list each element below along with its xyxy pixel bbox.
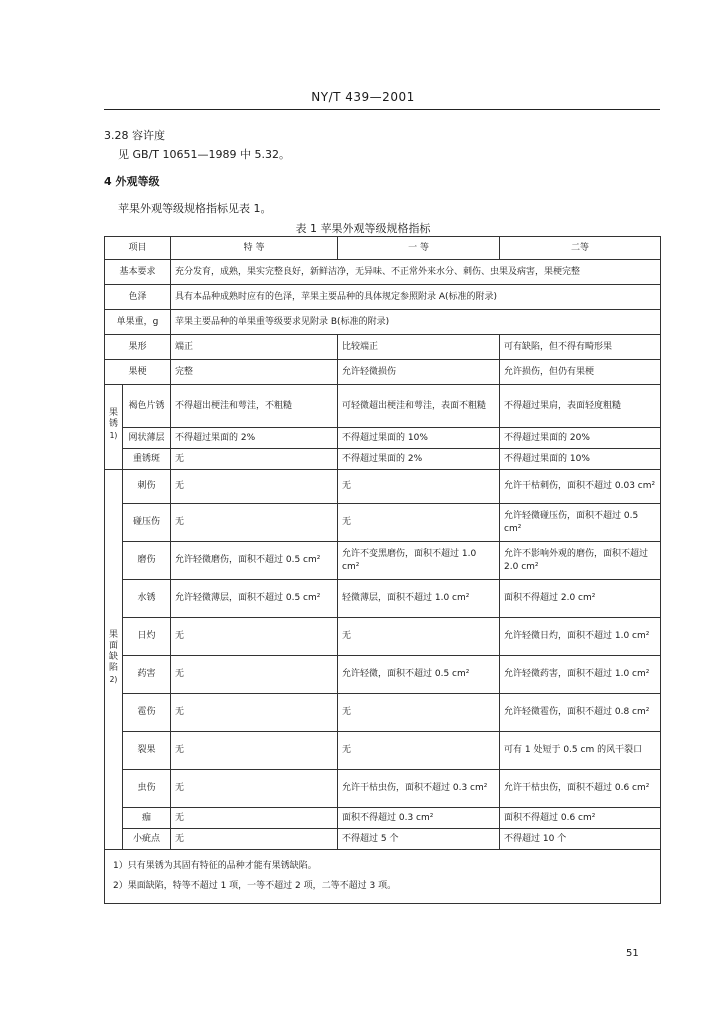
row-label: 虫伤 [123,770,171,808]
cell-second: 允许轻微碰压伤，面积不超过 0.5 cm² [500,504,661,542]
cell-premium: 完整 [171,360,338,385]
cell-second: 面积不得超过 2.0 cm² [500,580,661,618]
cell-first: 可轻微超出梗洼和萼洼，表面不粗糙 [338,385,500,428]
cell-second: 允许不影响外观的磨伤，面积不超过 2.0 cm² [500,542,661,580]
row-label: 药害 [123,656,171,694]
table-row [105,542,661,580]
row-label: 刺伤 [123,470,171,504]
cell-premium: 允许轻微薄层，面积不超过 0.5 cm² [171,580,338,618]
row-label: 重锈斑 [123,449,171,470]
row-value: 具有本品种成熟时应有的色泽，苹果主要品种的具体规定参照附录 A(标准的附录) [171,285,661,310]
cell-second: 不得超过果面的 10% [500,449,661,470]
cell-premium: 无 [171,694,338,732]
table-row [105,260,661,285]
cell-first: 允许不变黑磨伤，面积不超过 1.0 cm² [338,542,500,580]
cell-premium: 无 [171,732,338,770]
cell-second: 面积不得超过 0.6 cm² [500,808,661,829]
table-row [105,656,661,694]
table-row [105,449,661,470]
grade-spec-table [104,236,661,904]
cell-second: 不得超过果面的 20% [500,428,661,449]
header-grade-premium: 特 等 [171,237,338,260]
footnotes-row [105,850,661,904]
row-label: 裂果 [123,732,171,770]
table-row [105,732,661,770]
cell-second: 允许干枯虫伤，面积不超过 0.6 cm² [500,770,661,808]
header-rule [104,109,660,110]
row-label: 痂 [123,808,171,829]
cell-first: 不得超过果面的 10% [338,428,500,449]
row-label: 雹伤 [123,694,171,732]
table-header-row [105,237,661,260]
cell-premium: 无 [171,618,338,656]
cell-premium: 不得超出梗洼和萼洼，不粗糙 [171,385,338,428]
cell-premium: 无 [171,504,338,542]
cell-first: 允许干枯虫伤，面积不超过 0.3 cm² [338,770,500,808]
table-caption: 表 1 苹果外观等级规格指标 [295,222,431,235]
table-row [105,285,661,310]
cell-premium: 无 [171,470,338,504]
cell-first: 面积不得超过 0.3 cm² [338,808,500,829]
table-row [105,694,661,732]
cell-first: 无 [338,618,500,656]
section-4-title: 4 外观等级 [104,175,160,188]
row-label: 果形 [105,335,171,360]
cell-premium: 无 [171,449,338,470]
cell-premium: 端正 [171,335,338,360]
cell-second: 允许损伤，但仍有果梗 [500,360,661,385]
cell-first: 无 [338,504,500,542]
row-value: 充分发育，成熟，果实完整良好，新鲜洁净，无异味、不正常外来水分、刺伤、虫果及病害，果梗完整 [171,260,661,285]
section-3-28-body: 见 GB/T 10651—1989 中 5.32。 [118,148,290,161]
row-label: 水锈 [123,580,171,618]
table-row [105,360,661,385]
cell-premium: 不得超过果面的 2% [171,428,338,449]
row-label: 单果重，g [105,310,171,335]
cell-first: 轻微薄层，面积不超过 1.0 cm² [338,580,500,618]
cell-first: 允许轻微损伤 [338,360,500,385]
cell-first: 比较端正 [338,335,500,360]
cell-first: 无 [338,470,500,504]
table-row [105,385,661,428]
cell-second: 不得超过 10 个 [500,829,661,850]
row-label: 果梗 [105,360,171,385]
row-label: 网状薄层 [123,428,171,449]
footnote-marker: 1) [109,431,118,440]
footnote-2: 2）果面缺陷，特等不超过 1 项，一等不超过 2 项，二等不超过 3 项。 [113,881,397,891]
section-3-28-title: 3.28 容许度 [104,129,165,142]
cell-premium: 无 [171,829,338,850]
cell-second: 允许轻微日灼，面积不超过 1.0 cm² [500,618,661,656]
cell-first: 允许轻微，面积不超过 0.5 cm² [338,656,500,694]
row-value: 苹果主要品种的单果重等级要求见附录 B(标准的附录) [171,310,661,335]
table-row [105,808,661,829]
cell-premium: 无 [171,808,338,829]
cell-second: 可有缺陷，但不得有畸形果 [500,335,661,360]
group-label-russet [105,385,123,470]
table-row [105,310,661,335]
table-row [105,428,661,449]
cell-first: 不得超过果面的 2% [338,449,500,470]
row-label: 小疵点 [123,829,171,850]
cell-second: 可有 1 处短于 0.5 cm 的风干裂口 [500,732,661,770]
header-item: 项目 [105,237,171,260]
row-label: 磨伤 [123,542,171,580]
table-row [105,770,661,808]
footnotes [105,850,661,904]
row-label: 碰压伤 [123,504,171,542]
cell-premium: 允许轻微磨伤，面积不超过 0.5 cm² [171,542,338,580]
header-grade-second: 二等 [500,237,661,260]
cell-first: 不得超过 5 个 [338,829,500,850]
group-label-russet-text: 果锈 [108,408,118,429]
row-label: 基本要求 [105,260,171,285]
cell-second: 不得超过果肩，表面轻度粗糙 [500,385,661,428]
row-label: 日灼 [123,618,171,656]
cell-premium: 无 [171,770,338,808]
group-label-defects-text: 果面缺陷 [108,629,118,673]
row-label: 褐色片锈 [123,385,171,428]
cell-second: 允许干枯刺伤，面积不超过 0.03 cm² [500,470,661,504]
cell-premium: 无 [171,656,338,694]
footnote-marker: 2) [109,674,118,684]
header-grade-first: 一 等 [338,237,500,260]
group-label-defects [105,470,123,850]
cell-second: 允许轻微药害，面积不超过 1.0 cm² [500,656,661,694]
table-row [105,470,661,504]
page-number: 51 [626,948,639,959]
standard-code-header: NY/T 439—2001 [311,90,415,104]
row-label: 色泽 [105,285,171,310]
cell-first: 无 [338,694,500,732]
table-row [105,618,661,656]
section-4-intro: 苹果外观等级规格指标见表 1。 [118,202,272,215]
table-row [105,580,661,618]
cell-second: 允许轻微雹伤，面积不超过 0.8 cm² [500,694,661,732]
table-row [105,829,661,850]
footnote-1: 1）只有果锈为其固有特征的品种才能有果锈缺陷。 [113,861,317,871]
cell-first: 无 [338,732,500,770]
table-row [105,335,661,360]
table-row [105,504,661,542]
